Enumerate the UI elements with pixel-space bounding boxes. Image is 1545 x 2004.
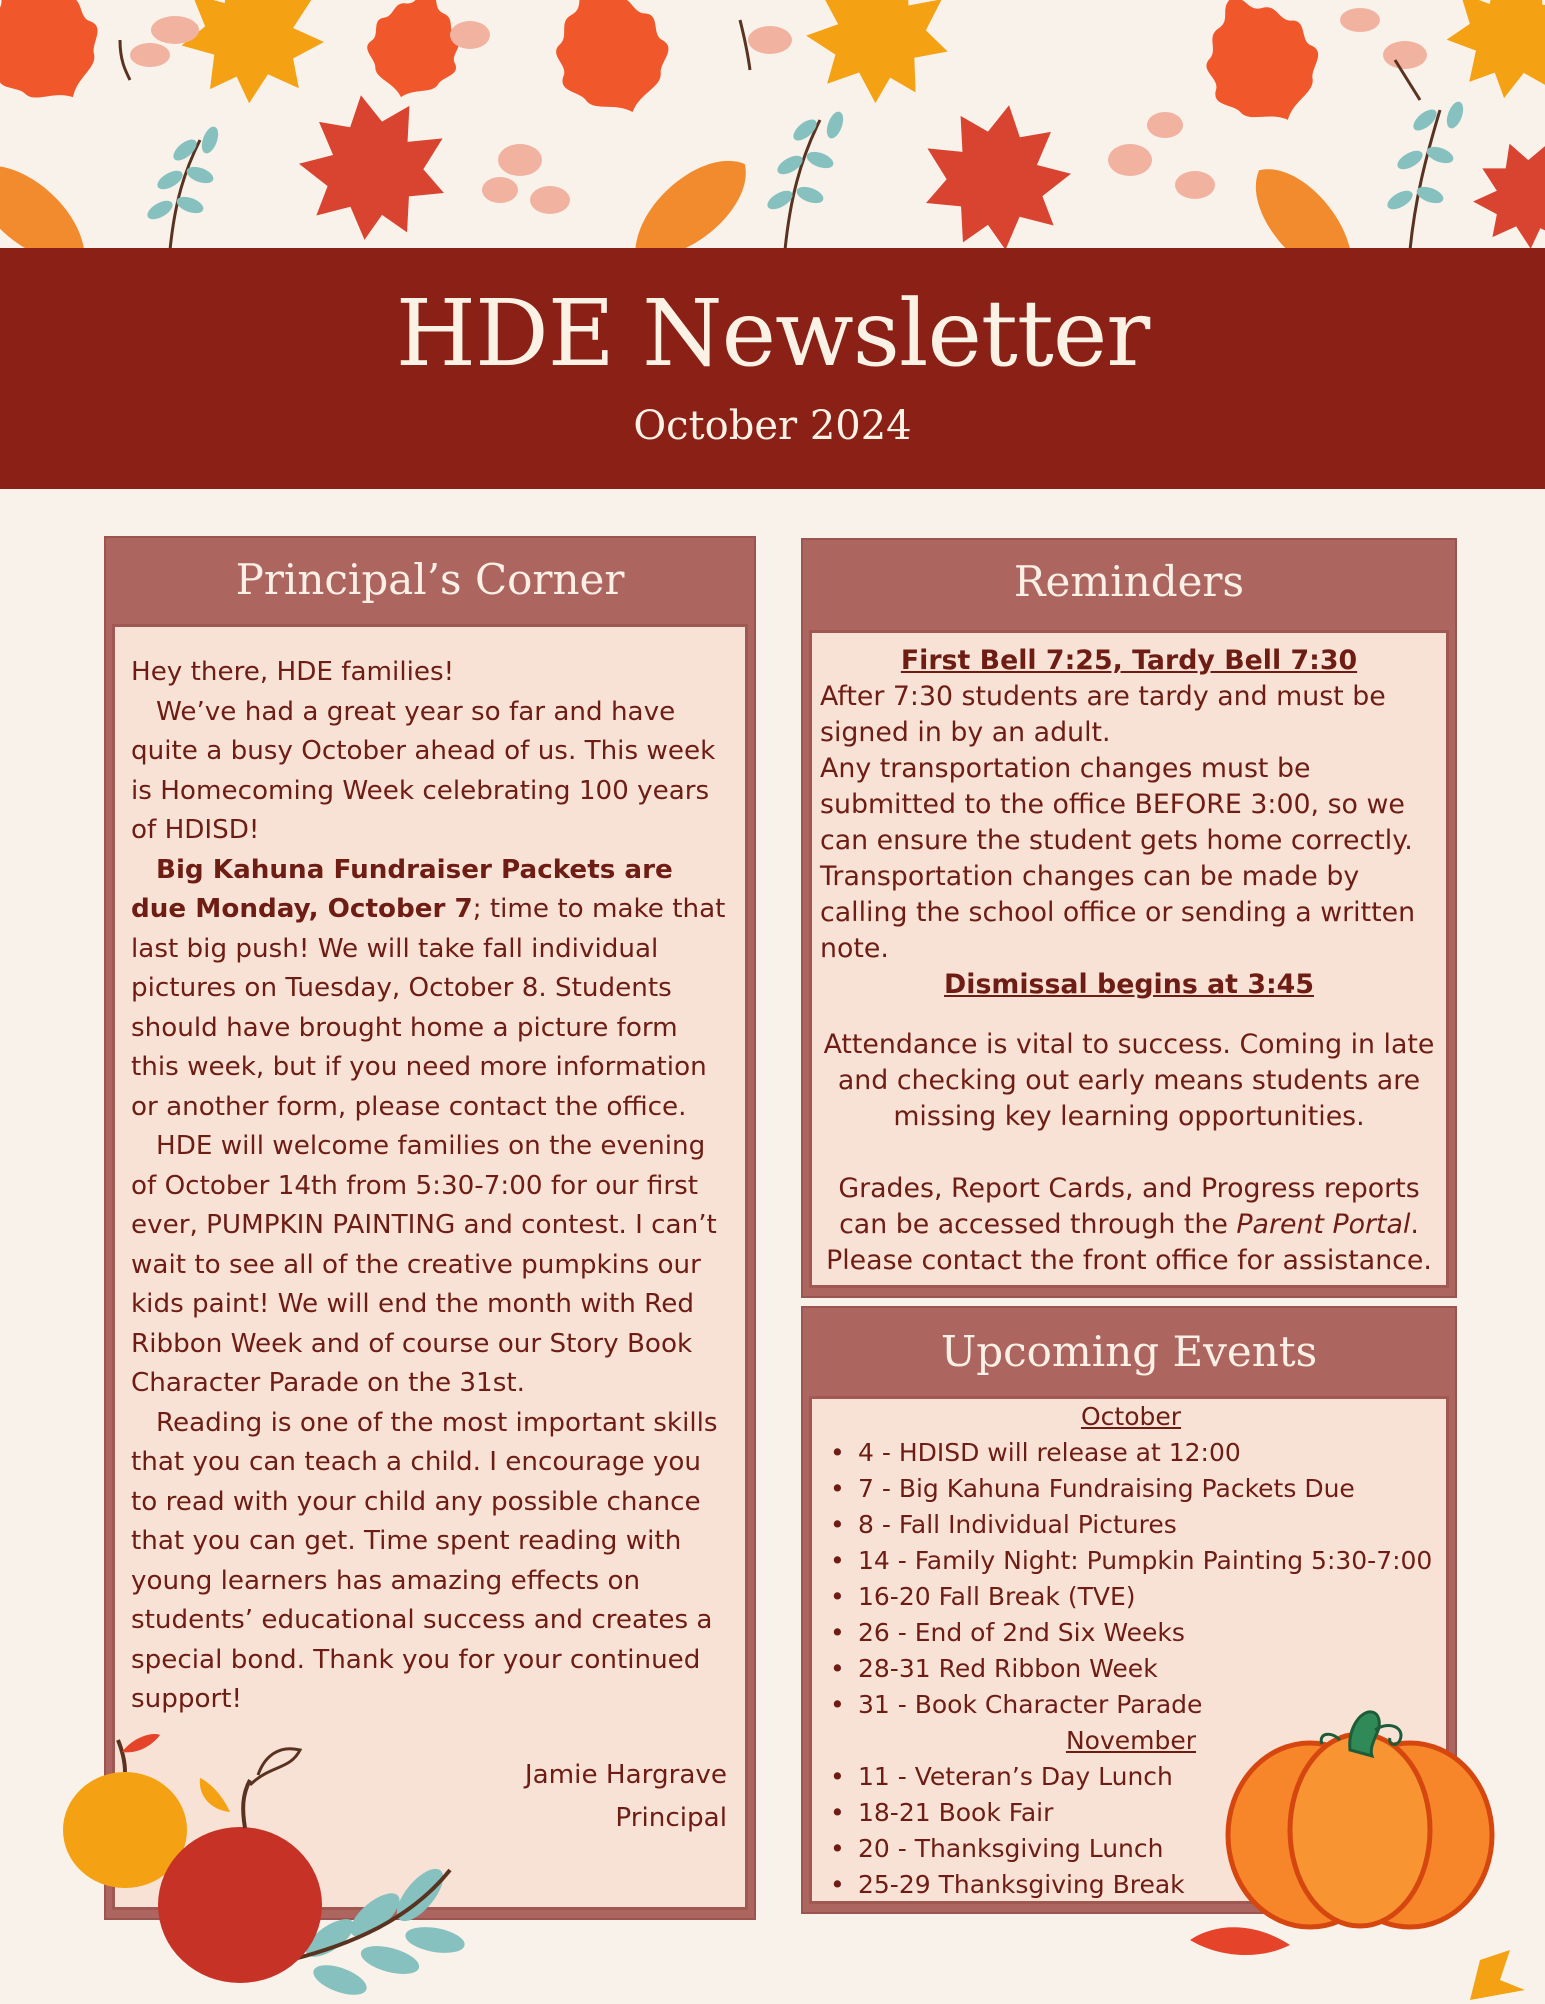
- month-heading-october: October: [1080, 1402, 1182, 1431]
- list-item: • 16-20 Fall Break (TVE): [858, 1579, 1438, 1615]
- tardy-reminder: After 7:30 students are tardy and must be signed in by an adult.: [820, 681, 1386, 748]
- reminders-panel: [801, 538, 1457, 1298]
- reminders-body: [809, 630, 1449, 1288]
- upcoming-events-heading: Upcoming Events: [940, 1327, 1318, 1376]
- signer-name: Jamie Hargrave: [524, 1759, 727, 1790]
- dismissal-time: Dismissal begins at 3:45: [944, 969, 1314, 1000]
- autumn-leaves-icon: [0, 0, 1545, 260]
- principal-paragraph-4: Reading is one of the most important skills that you can teach a child. I encourage you to read with your child any possible chance that you can get. Time spent reading with young learners has amazing effects on students’ educational success and creates a special bond. Thank you for your continued support!: [131, 1407, 718, 1714]
- apple-icon: [30, 1690, 570, 2000]
- transportation-reminder-2: Transportation changes can be made by calling the school office or sending a written note.: [820, 861, 1416, 964]
- grades-text-end: . Please contact the front office for assistance.: [826, 1209, 1432, 1276]
- grades-text: Grades, Report Cards, and Progress reports can be accessed through the: [838, 1173, 1420, 1240]
- list-item: • 25-29 Thanksgiving Break: [858, 1867, 1438, 1903]
- month-heading-november: November: [1065, 1726, 1197, 1755]
- transportation-reminder-1: Any transportation changes must be submitted to the office BEFORE 3:00, so we can ensure the student gets home correctly.: [820, 753, 1413, 856]
- list-item: • 31 - Book Character Parade: [858, 1687, 1438, 1723]
- parent-portal-text: Parent Portal: [1236, 1209, 1411, 1240]
- principal-paragraph-2-rest: ; time to make that last big push! We will take fall individual pictures on Tuesday, October 8. Students should have brought home a picture form this week, but if you need more information or another form, please contact the office.: [131, 894, 726, 1122]
- list-item: • 8 - Fall Individual Pictures: [858, 1507, 1438, 1543]
- list-item: • 28-31 Red Ribbon Week: [858, 1651, 1438, 1687]
- principal-greeting: Hey there, HDE families!: [131, 657, 455, 687]
- list-item: • 18-21 Book Fair: [858, 1795, 1438, 1831]
- principal-paragraph-2: [131, 851, 731, 1128]
- fundraiser-due-notice: Big Kahuna Fundraiser Packets are due Monday, October 7: [131, 854, 673, 924]
- attendance-reminder: Attendance is vital to success. Coming in late and checking out early means students are missing key learning opportunities.: [823, 1029, 1435, 1132]
- signer-title: Principal: [615, 1802, 727, 1833]
- grades-reminder: [820, 1171, 1438, 1279]
- october-events-list: [824, 1435, 1438, 1723]
- list-item: • 20 - Thanksgiving Lunch: [858, 1831, 1438, 1867]
- newsletter-title: HDE Newsletter: [395, 280, 1150, 387]
- list-item: • 11 - Veteran’s Day Lunch: [858, 1759, 1438, 1795]
- newsletter-date: October 2024: [633, 403, 912, 449]
- list-item: • 26 - End of 2nd Six Weeks: [858, 1615, 1438, 1651]
- list-item: • 7 - Big Kahuna Fundraising Packets Due: [858, 1471, 1438, 1507]
- reminders-heading: Reminders: [1013, 557, 1245, 606]
- principals-corner-heading: Principal’s Corner: [235, 555, 625, 604]
- list-item: • 4 - HDISD will release at 12:00: [858, 1435, 1438, 1471]
- list-item: • 14 - Family Night: Pumpkin Painting 5:30-7:00: [858, 1543, 1438, 1579]
- bell-times: First Bell 7:25, Tardy Bell 7:30: [900, 645, 1358, 676]
- header-banner: [0, 248, 1545, 489]
- pumpkin-icon: [1190, 1700, 1530, 2000]
- principal-paragraph-3: HDE will welcome families on the evening of October 14th from 5:30-7:00 for our first ever, PUMPKIN PAINTING and contest. I can’t wait to see all of the creative pumpkins our kids paint! We will end the month with Red Ribbon Week and of course our Story Book Character Parade on the 31st.: [131, 1131, 717, 1398]
- principal-paragraph-1: We’ve had a great year so far and have quite a busy October ahead of us. This week is Homecoming Week celebrating 100 years of HDISD!: [131, 696, 716, 845]
